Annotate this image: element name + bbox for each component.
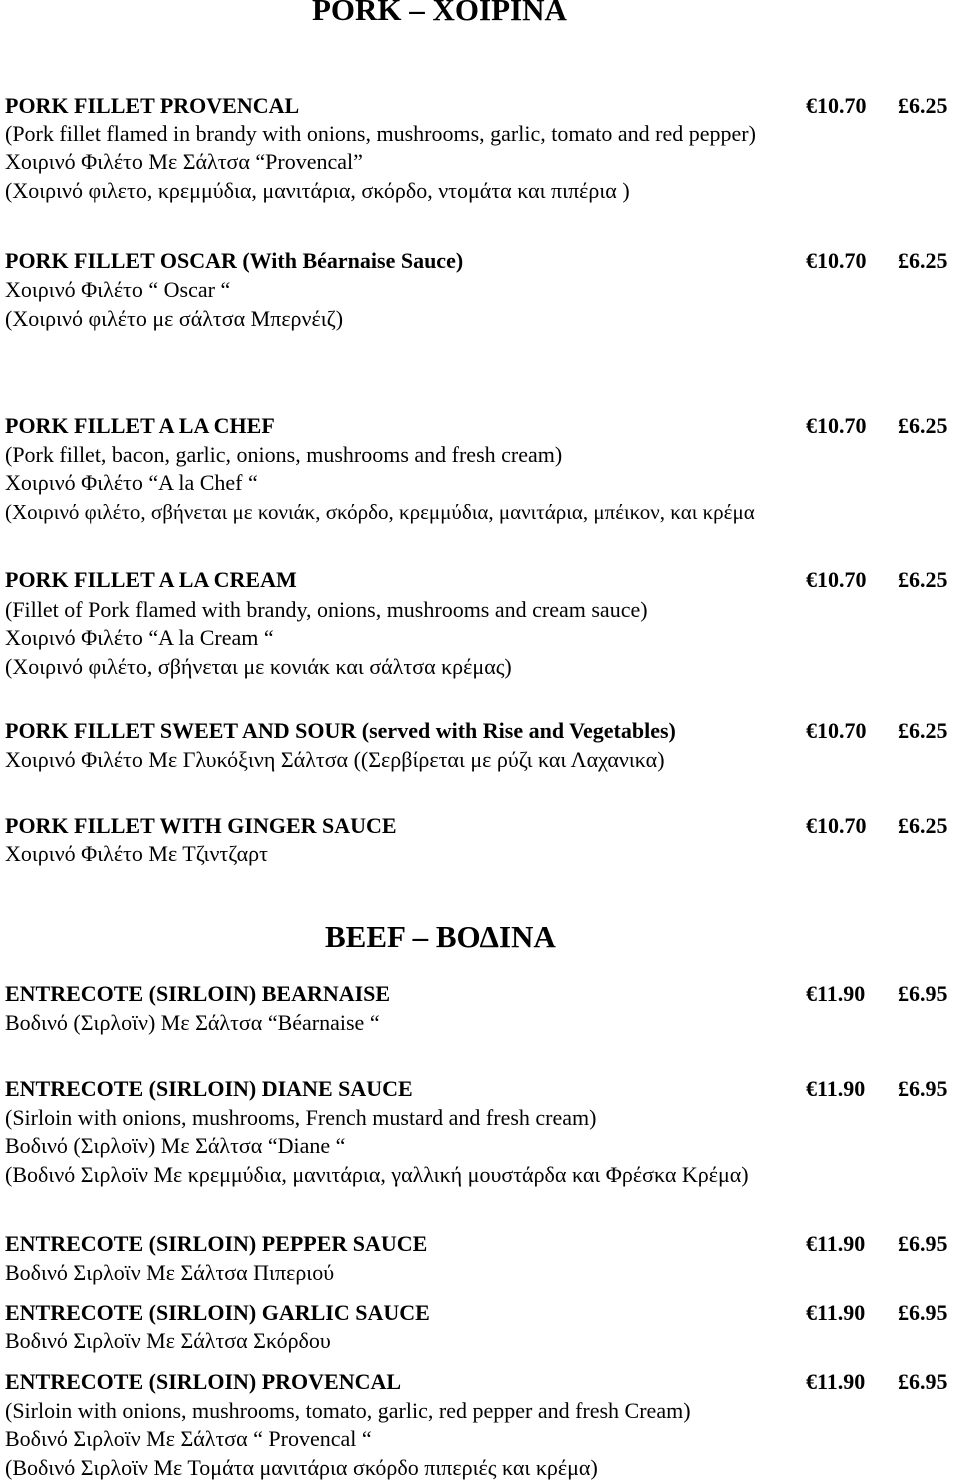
menu-item-name: PORK FILLET A LA CHEF: [5, 413, 275, 438]
menu-item-greek-name: Χοιρινό Φιλέτο “ Oscar “: [5, 277, 231, 302]
menu-item-greek-name: Χοιρινό Φιλέτο “A la Chef “: [5, 470, 258, 495]
menu-item-name: ENTRECOTE (SIRLOIN) BEARNAISE: [5, 981, 391, 1006]
menu-item-greek-description: (Βοδινό Σιρλοϊν Με Τομάτα μανιτάρια σκόρδο πιπεριές και κρέμα): [5, 1455, 598, 1480]
menu-item-greek-name: Βοδινό (Σιρλοϊν) Με Σάλτσα “Diane “: [5, 1133, 346, 1158]
menu-item-name: ENTRECOTE (SIRLOIN) PEPPER SAUCE: [5, 1231, 428, 1256]
menu-item-name: PORK FILLET OSCAR (With Béarnaise Sauce): [5, 248, 464, 273]
menu-item-greek-name: Χοιρινό Φιλέτο Με Τζιντζαρτ: [5, 841, 268, 866]
price-gbp: £6.25: [898, 718, 948, 743]
price-eur: €10.70: [806, 567, 867, 592]
price-eur: €11.90: [806, 1369, 866, 1394]
price-eur: €11.90: [806, 1231, 866, 1256]
menu-item-description: (Pork fillet flamed in brandy with onions, mushrooms, garlic, tomato and red pepper): [5, 121, 756, 146]
menu-item-description: (Fillet of Pork flamed with brandy, onions, mushrooms and cream sauce): [5, 597, 648, 622]
menu-item-greek-description: (Χοιρινό φιλέτο, σβήνεται με κονιάκ, σκόρδο, κρεμμύδια, μανιτάρια, μπέικον, και κρέμα: [5, 500, 755, 524]
price-gbp: £6.25: [898, 413, 948, 438]
menu-item-name: ENTRECOTE (SIRLOIN) GARLIC SAUCE: [5, 1300, 430, 1325]
price-gbp: £6.95: [898, 1369, 948, 1394]
pork-section-title: PORK – ΧΟΙΡΙΝΑ: [312, 0, 567, 27]
price-gbp: £6.95: [898, 1300, 948, 1325]
menu-item-description: (Sirloin with onions, mushrooms, French mustard and fresh cream): [5, 1105, 597, 1130]
menu-item-greek-name: Βοδινό (Σιρλοϊν) Με Σάλτσα “Béarnaise “: [5, 1010, 380, 1035]
menu-item-greek-name: Βοδινό Σιρλοϊν Με Σάλτσα Σκόρδου: [5, 1328, 331, 1353]
menu-item-name: PORK FILLET A LA CREAM: [5, 567, 297, 592]
menu-item-greek-description: (Βοδινό Σιρλοϊν Με κρεμμύδια, μανιτάρια, γαλλική μουστάρδα και Φρέσκα Κρέμα): [5, 1162, 749, 1187]
beef-section-title: BEEF – ΒΟΔΙΝΑ: [325, 919, 556, 954]
menu-item-greek-description: (Χοιρινό φιλέτο, σβήνεται με κονιάκ και σάλτσα κρέμας): [5, 654, 512, 679]
menu-item-name: PORK FILLET SWEET AND SOUR (served with Rise and Vegetables): [5, 718, 676, 743]
menu-item-greek-name: Χοιρινό Φιλέτο Με Σάλτσα “Provencal”: [5, 149, 363, 174]
price-gbp: £6.95: [898, 981, 948, 1006]
price-eur: €10.70: [806, 718, 867, 743]
price-eur: €11.90: [806, 1300, 866, 1325]
menu-item-description: (Sirloin with onions, mushrooms, tomato, garlic, red pepper and fresh Cream): [5, 1398, 691, 1423]
price-eur: €10.70: [806, 813, 867, 838]
price-eur: €11.90: [806, 1076, 866, 1101]
menu-item-greek-name: Χοιρινό Φιλέτο Με Γλυκόξινη Σάλτσα ((Σερβίρεται με ρύζι και Λαχανικα): [5, 747, 665, 772]
price-gbp: £6.25: [898, 93, 948, 118]
menu-item-name: PORK FILLET PROVENCAL: [5, 93, 300, 118]
menu-item-name: PORK FILLET WITH GINGER SAUCE: [5, 813, 397, 838]
menu-item-name: ENTRECOTE (SIRLOIN) PROVENCAL: [5, 1369, 402, 1394]
price-gbp: £6.25: [898, 813, 948, 838]
price-eur: €10.70: [806, 93, 867, 118]
menu-item-name: ENTRECOTE (SIRLOIN) DIANE SAUCE: [5, 1076, 413, 1101]
menu-item-greek-description: (Χοιρινό φιλετο, κρεμμύδια, μανιτάρια, σκόρδο, ντομάτα και πιπέρια ): [5, 178, 630, 203]
price-eur: €11.90: [806, 981, 866, 1006]
price-eur: €10.70: [806, 248, 867, 273]
menu-item-greek-name: Βοδινό Σιρλοϊν Με Σάλτσα “ Provencal “: [5, 1426, 372, 1451]
price-gbp: £6.95: [898, 1231, 948, 1256]
menu-item-greek-name: Βοδινό Σιρλοϊν Με Σάλτσα Πιπεριού: [5, 1260, 335, 1285]
menu-item-description: (Pork fillet, bacon, garlic, onions, mushrooms and fresh cream): [5, 442, 563, 467]
menu-item-greek-name: Χοιρινό Φιλέτο “A la Cream “: [5, 625, 274, 650]
menu-item-greek-description: (Χοιρινό φιλέτο με σάλτσα Μπερνέιζ): [5, 306, 344, 331]
price-eur: €10.70: [806, 413, 867, 438]
price-gbp: £6.25: [898, 567, 948, 592]
price-gbp: £6.25: [898, 248, 948, 273]
price-gbp: £6.95: [898, 1076, 948, 1101]
